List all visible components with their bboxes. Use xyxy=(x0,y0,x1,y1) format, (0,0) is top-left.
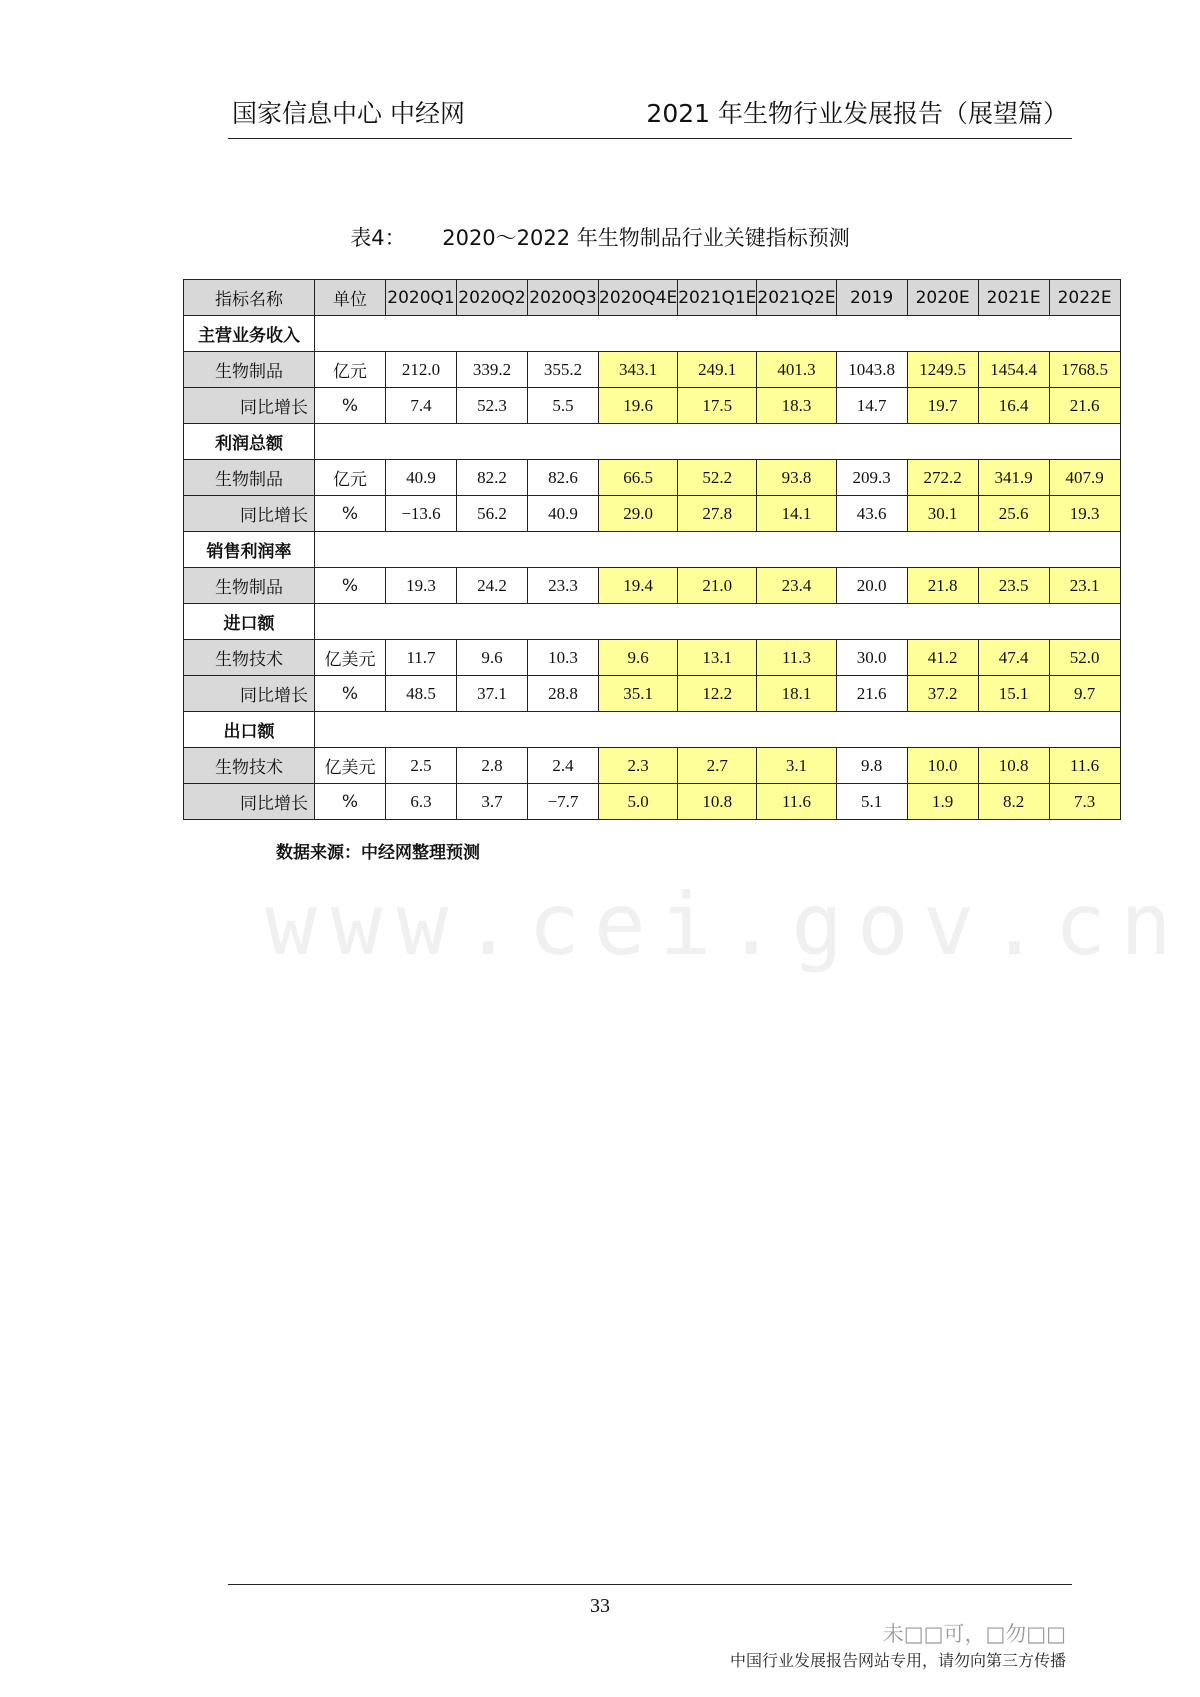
value-cell: 5.1 xyxy=(836,784,907,820)
row-name: 生物制品 xyxy=(184,568,315,604)
value-cell: 1043.8 xyxy=(836,352,907,388)
value-cell: 401.3 xyxy=(757,352,836,388)
table-row xyxy=(184,640,1121,676)
value-cell: 249.1 xyxy=(678,352,757,388)
value-cell: 18.1 xyxy=(757,676,836,712)
value-cell: 10.8 xyxy=(678,784,757,820)
value-cell: 272.2 xyxy=(907,460,978,496)
copyright-stamp: 未□□可，□勿□□ xyxy=(882,1622,1066,1646)
header-right-report-title: 2021 年生物行业发展报告（展望篇） xyxy=(646,99,1068,128)
value-cell: 9.6 xyxy=(599,640,678,676)
column-header: 2020Q1 xyxy=(386,280,457,316)
section-row xyxy=(184,424,1121,460)
table-row xyxy=(184,496,1121,532)
value-cell: 17.5 xyxy=(678,388,757,424)
value-cell: 37.1 xyxy=(457,676,528,712)
table-row xyxy=(184,784,1121,820)
table-title-label: 表4： xyxy=(350,226,406,250)
value-cell: 3.7 xyxy=(457,784,528,820)
value-cell: 7.3 xyxy=(1049,784,1120,820)
value-cell: 24.2 xyxy=(457,568,528,604)
value-cell: 41.2 xyxy=(907,640,978,676)
table-row xyxy=(184,352,1121,388)
value-cell: 19.3 xyxy=(1049,496,1120,532)
table-row xyxy=(184,748,1121,784)
value-cell: 3.1 xyxy=(757,748,836,784)
value-cell: 407.9 xyxy=(1049,460,1120,496)
value-cell: 21.8 xyxy=(907,568,978,604)
table-title-text: 2020～2022 年生物制品行业关键指标预测 xyxy=(442,226,850,250)
page-number: 33 xyxy=(590,1595,610,1617)
value-cell: 23.1 xyxy=(1049,568,1120,604)
row-unit: % xyxy=(315,388,386,424)
value-cell: 2.7 xyxy=(678,748,757,784)
value-cell: 40.9 xyxy=(386,460,457,496)
section-row xyxy=(184,532,1121,568)
value-cell: 30.0 xyxy=(836,640,907,676)
value-cell: 9.7 xyxy=(1049,676,1120,712)
column-header: 2021E xyxy=(978,280,1049,316)
column-header: 2022E xyxy=(1049,280,1120,316)
section-empty-cell xyxy=(315,532,1121,568)
value-cell: 52.3 xyxy=(457,388,528,424)
value-cell: 37.2 xyxy=(907,676,978,712)
value-cell: 19.7 xyxy=(907,388,978,424)
section-title: 主营业务收入 xyxy=(184,316,315,352)
page-header xyxy=(228,88,1072,139)
table-row xyxy=(184,676,1121,712)
value-cell: 30.1 xyxy=(907,496,978,532)
value-cell: 5.0 xyxy=(599,784,678,820)
value-cell: 2.5 xyxy=(386,748,457,784)
value-cell: 355.2 xyxy=(528,352,599,388)
data-source-note: 数据来源：中经网整理预测 xyxy=(276,843,480,863)
column-header: 2020Q3 xyxy=(528,280,599,316)
value-cell: 19.6 xyxy=(599,388,678,424)
value-cell: 2.4 xyxy=(528,748,599,784)
value-cell: 341.9 xyxy=(978,460,1049,496)
row-unit: % xyxy=(315,676,386,712)
section-row xyxy=(184,316,1121,352)
row-name: 生物制品 xyxy=(184,352,315,388)
value-cell: 209.3 xyxy=(836,460,907,496)
section-empty-cell xyxy=(315,424,1121,460)
section-title: 出口额 xyxy=(184,712,315,748)
value-cell: −7.7 xyxy=(528,784,599,820)
section-row xyxy=(184,604,1121,640)
value-cell: 2.8 xyxy=(457,748,528,784)
value-cell: 21.0 xyxy=(678,568,757,604)
value-cell: 13.1 xyxy=(678,640,757,676)
section-empty-cell xyxy=(315,712,1121,748)
section-row xyxy=(184,712,1121,748)
row-unit: 亿美元 xyxy=(315,640,386,676)
section-title: 利润总额 xyxy=(184,424,315,460)
value-cell: 19.4 xyxy=(599,568,678,604)
value-cell: 11.6 xyxy=(1049,748,1120,784)
row-name: 生物技术 xyxy=(184,748,315,784)
row-name: 同比增长 xyxy=(184,784,315,820)
value-cell: 93.8 xyxy=(757,460,836,496)
value-cell: 23.4 xyxy=(757,568,836,604)
header-left-publisher: 国家信息中心 中经网 xyxy=(232,99,465,128)
column-header: 2020Q4E xyxy=(599,280,678,316)
row-name: 生物制品 xyxy=(184,460,315,496)
value-cell: 29.0 xyxy=(599,496,678,532)
table-title xyxy=(0,222,1200,252)
value-cell: 48.5 xyxy=(386,676,457,712)
value-cell: 23.3 xyxy=(528,568,599,604)
row-unit: % xyxy=(315,496,386,532)
column-header: 2019 xyxy=(836,280,907,316)
section-empty-cell xyxy=(315,604,1121,640)
value-cell: 25.6 xyxy=(978,496,1049,532)
value-cell: 12.2 xyxy=(678,676,757,712)
value-cell: 82.6 xyxy=(528,460,599,496)
table-header-row xyxy=(184,280,1121,316)
value-cell: 40.9 xyxy=(528,496,599,532)
value-cell: 52.2 xyxy=(678,460,757,496)
row-name: 同比增长 xyxy=(184,676,315,712)
value-cell: 1249.5 xyxy=(907,352,978,388)
value-cell: 7.4 xyxy=(386,388,457,424)
row-name: 同比增长 xyxy=(184,496,315,532)
value-cell: 15.1 xyxy=(978,676,1049,712)
value-cell: 43.6 xyxy=(836,496,907,532)
row-unit: % xyxy=(315,568,386,604)
value-cell: 14.1 xyxy=(757,496,836,532)
row-name: 生物技术 xyxy=(184,640,315,676)
section-title: 进口额 xyxy=(184,604,315,640)
value-cell: 339.2 xyxy=(457,352,528,388)
watermark: www.cei.gov.cn xyxy=(265,875,1186,975)
row-unit: 亿元 xyxy=(315,460,386,496)
row-unit: 亿美元 xyxy=(315,748,386,784)
indicator-table xyxy=(183,279,1121,820)
table-row xyxy=(184,460,1121,496)
value-cell: 9.6 xyxy=(457,640,528,676)
value-cell: 11.3 xyxy=(757,640,836,676)
section-title: 销售利润率 xyxy=(184,532,315,568)
column-header: 2021Q1E xyxy=(678,280,757,316)
value-cell: 35.1 xyxy=(599,676,678,712)
value-cell: 5.5 xyxy=(528,388,599,424)
value-cell: 2.3 xyxy=(599,748,678,784)
value-cell: 10.8 xyxy=(978,748,1049,784)
column-header: 2020Q2 xyxy=(457,280,528,316)
value-cell: 21.6 xyxy=(1049,388,1120,424)
value-cell: 14.7 xyxy=(836,388,907,424)
value-cell: 10.0 xyxy=(907,748,978,784)
table-row xyxy=(184,568,1121,604)
column-header: 单位 xyxy=(315,280,386,316)
footer-divider xyxy=(228,1584,1072,1585)
footer-notice: 中国行业发展报告网站专用，请勿向第三方传播 xyxy=(729,1651,1066,1670)
value-cell: 21.6 xyxy=(836,676,907,712)
value-cell: 1768.5 xyxy=(1049,352,1120,388)
row-unit: 亿元 xyxy=(315,352,386,388)
value-cell: 19.3 xyxy=(386,568,457,604)
table-row xyxy=(184,388,1121,424)
value-cell: 56.2 xyxy=(457,496,528,532)
value-cell: 82.2 xyxy=(457,460,528,496)
value-cell: 10.3 xyxy=(528,640,599,676)
table-body xyxy=(184,316,1121,820)
value-cell: 9.8 xyxy=(836,748,907,784)
value-cell: 23.5 xyxy=(978,568,1049,604)
value-cell: 28.8 xyxy=(528,676,599,712)
value-cell: 52.0 xyxy=(1049,640,1120,676)
value-cell: 11.7 xyxy=(386,640,457,676)
value-cell: 1.9 xyxy=(907,784,978,820)
value-cell: 16.4 xyxy=(978,388,1049,424)
value-cell: −13.6 xyxy=(386,496,457,532)
value-cell: 11.6 xyxy=(757,784,836,820)
value-cell: 27.8 xyxy=(678,496,757,532)
column-header: 2020E xyxy=(907,280,978,316)
value-cell: 8.2 xyxy=(978,784,1049,820)
column-header: 指标名称 xyxy=(184,280,315,316)
section-empty-cell xyxy=(315,316,1121,352)
value-cell: 6.3 xyxy=(386,784,457,820)
value-cell: 66.5 xyxy=(599,460,678,496)
value-cell: 20.0 xyxy=(836,568,907,604)
value-cell: 212.0 xyxy=(386,352,457,388)
column-header: 2021Q2E xyxy=(757,280,836,316)
row-unit: % xyxy=(315,784,386,820)
value-cell: 47.4 xyxy=(978,640,1049,676)
row-name: 同比增长 xyxy=(184,388,315,424)
value-cell: 18.3 xyxy=(757,388,836,424)
value-cell: 1454.4 xyxy=(978,352,1049,388)
value-cell: 343.1 xyxy=(599,352,678,388)
